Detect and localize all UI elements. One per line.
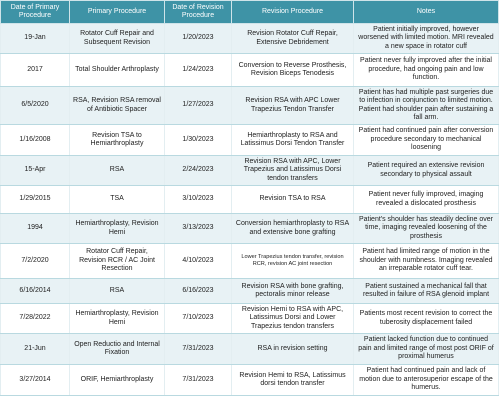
table-row [1, 125, 499, 156]
cell-revision-procedure: Revision RSA with APC, Lower Trapezius and Latissimus Dorsi tendon transfers [232, 156, 354, 186]
cell-revision-procedure: Revision RSA with APC Lower Trapezius Tendon Transfer [232, 87, 354, 125]
cell-notes: Patient had continued pain and lack of motion due to anterosuperior escape of the humerus. [354, 365, 499, 396]
cell-notes: Patient's shoulder has steadily decline over time, imaging revealed loosening of the prosthesis [354, 214, 499, 244]
table-row [1, 279, 499, 304]
cell-primary-procedure: Hemiarthroplasty, Revision Hemi [70, 304, 165, 334]
cell-date-primary: 3/27/2014 [1, 365, 70, 396]
table-row [1, 54, 499, 87]
cell-notes: Patient had continued pain after conversion procedure secondary to mechanical loosening [354, 125, 499, 156]
cell-date-revision: 2/24/2023 [165, 156, 232, 186]
cell-date-revision: 3/13/2023 [165, 214, 232, 244]
cell-date-primary: 7/28/2022 [1, 304, 70, 334]
cell-date-revision: 1/30/2023 [165, 125, 232, 156]
cell-revision-procedure: Lower Trapezius tendon transfer, revision RCR, revision AC joint resection [232, 244, 354, 279]
cell-primary-procedure: Open Reductio and Internal Fixation [70, 334, 165, 365]
table-row [1, 244, 499, 279]
table-row [1, 156, 499, 186]
table-row [1, 214, 499, 244]
cell-notes: Patient initially improved, however worsened with limited motion. MRI revealed a new space in rotator cuff [354, 24, 499, 54]
cell-date-revision: 6/16/2023 [165, 279, 232, 304]
table-row [1, 24, 499, 54]
cell-notes: Patient never fully improved after the initial procedure, had ongoing pain and low function. [354, 54, 499, 87]
cell-primary-procedure: Revision TSA to Hemiarthroplasty [70, 125, 165, 156]
header-date-revision: Date of Revision Procedure [165, 1, 232, 24]
cell-date-primary: 1/16/2008 [1, 125, 70, 156]
cell-date-revision: 1/20/2023 [165, 24, 232, 54]
header-revision-procedure: Revision Procedure [232, 1, 354, 24]
cell-notes: Patient has had multiple past surgeries due to infection in conjunction to limited motion. Patient had shoulder pain after sustaining a fall arm. [354, 87, 499, 125]
cell-revision-procedure: Revision Hemi to RSA with APC, Latissimus Dorsi and Lower Trapezius tendon transfers [232, 304, 354, 334]
cell-date-primary: 1/29/2015 [1, 186, 70, 214]
table-row [1, 186, 499, 214]
cell-date-revision: 7/31/2023 [165, 334, 232, 365]
cell-revision-procedure: Revision TSA to RSA [232, 186, 354, 214]
cell-notes: Patient lacked function due to continued pain and limited range of most post ORIF of proximal humerus [354, 334, 499, 365]
header-notes: Notes [354, 1, 499, 24]
cell-primary-procedure: RSA, Revision RSA removal of Antibiotic Spacer [70, 87, 165, 125]
cell-primary-procedure: TSA [70, 186, 165, 214]
cell-date-primary: 15-Apr [1, 156, 70, 186]
cell-primary-procedure: RSA [70, 279, 165, 304]
table-row [1, 87, 499, 125]
cell-date-primary: 21-Jun [1, 334, 70, 365]
cell-notes: Patient never fully improved, imaging revealed a dislocated prosthesis [354, 186, 499, 214]
cell-date-revision: 1/27/2023 [165, 87, 232, 125]
table-header-row [1, 1, 499, 24]
cell-primary-procedure: RSA [70, 156, 165, 186]
cell-date-revision: 3/10/2023 [165, 186, 232, 214]
table-body [1, 24, 499, 396]
cell-primary-procedure: Hemiarthroplasty, Revision Hemi [70, 214, 165, 244]
cell-revision-procedure: Revision Hemi to RSA, Latissimus dorsi tendon transfer [232, 365, 354, 396]
cell-primary-procedure: ORIF, Hemiarthroplasty [70, 365, 165, 396]
cell-date-primary: 7/2/2020 [1, 244, 70, 279]
cell-date-primary: 19-Jan [1, 24, 70, 54]
cell-date-primary: 6/5/2020 [1, 87, 70, 125]
cell-revision-procedure: Hemiarthroplasty to RSA and Latissimus Dorsi Tendon Transfer [232, 125, 354, 156]
cell-date-primary: 2017 [1, 54, 70, 87]
cell-revision-procedure: RSA in revision setting [232, 334, 354, 365]
cell-date-primary: 6/16/2014 [1, 279, 70, 304]
cell-date-revision: 7/31/2023 [165, 365, 232, 396]
cell-primary-procedure: Rotator Cuff Repair and Subsequent Revision [70, 24, 165, 54]
cell-date-revision: 7/10/2023 [165, 304, 232, 334]
cell-notes: Patient sustained a mechanical fall that resulted in failure of RSA glenoid implant [354, 279, 499, 304]
table-row [1, 304, 499, 334]
cell-primary-procedure: Total Shoulder Arthroplasty [70, 54, 165, 87]
cell-date-primary: 1994 [1, 214, 70, 244]
header-date-primary: Date of Primary Procedure [1, 1, 70, 24]
cell-revision-procedure: Conversion to Reverse Prosthesis, Revision Biceps Tenodesis [232, 54, 354, 87]
cell-revision-procedure: Revision RSA with bone grafting, pectoralis minor release [232, 279, 354, 304]
table-row [1, 365, 499, 396]
cell-notes: Patient had limited range of motion in the shoulder with numbness. Imaging revealed an irreparable rotator cuff tear. [354, 244, 499, 279]
cell-notes: Patient required an extensive revision secondary to physical assault [354, 156, 499, 186]
cell-primary-procedure: Rotator Cuff Repair, Revision RCR / AC Joint Resection [70, 244, 165, 279]
header-primary-procedure: Primary Procedure [70, 1, 165, 24]
cell-revision-procedure: Revision Rotator Cuff Repair, Extensive Debridement [232, 24, 354, 54]
table-row [1, 334, 499, 365]
cell-date-revision: 1/24/2023 [165, 54, 232, 87]
cell-revision-procedure: Conversion hemiarthroplasty to RSA and extensive bone grafting [232, 214, 354, 244]
cell-notes: Patients most recent revision to correct the tuberosity displacement failed [354, 304, 499, 334]
cell-date-revision: 4/10/2023 [165, 244, 232, 279]
